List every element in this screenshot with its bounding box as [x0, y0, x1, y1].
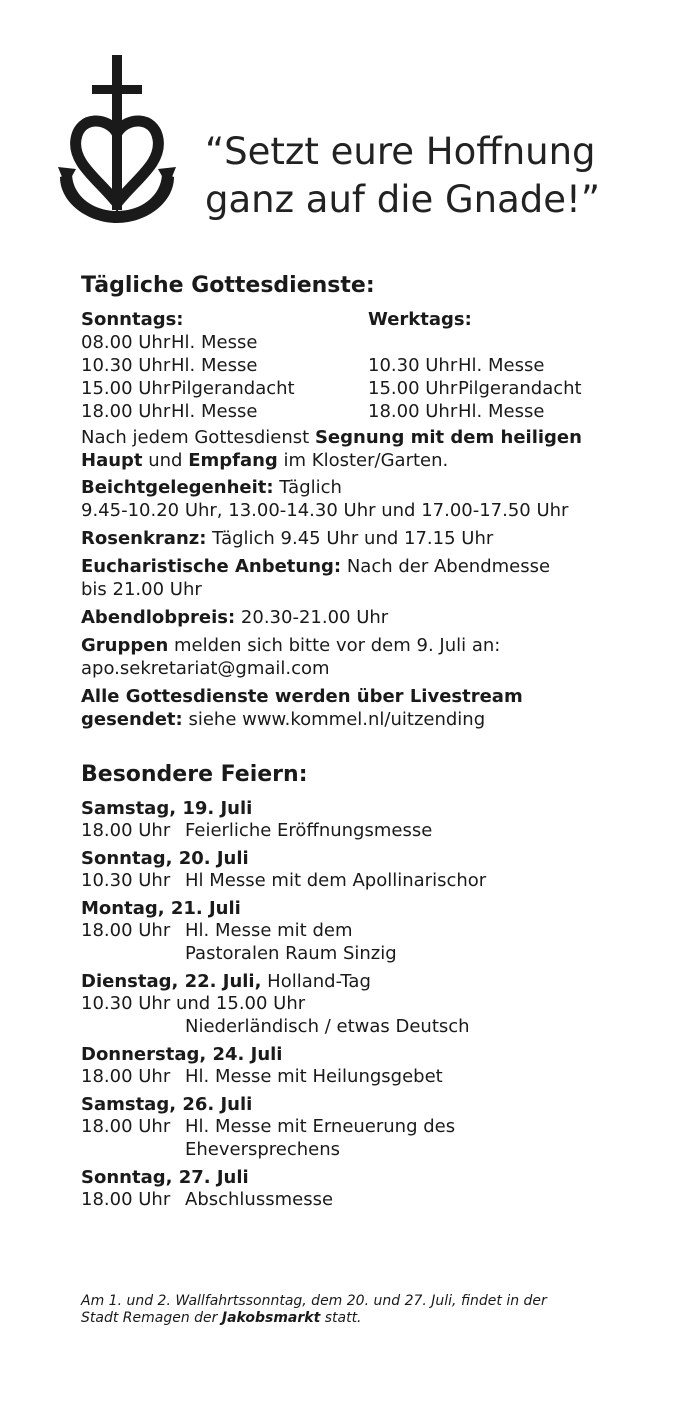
event-time: 18.00 Uhr	[81, 1066, 171, 1087]
groups-line	[81, 635, 500, 657]
blessing-text: und	[142, 450, 189, 471]
adoration-text: Nach der Abendmesse	[341, 556, 551, 577]
sunday-service: Pilgerandacht	[171, 378, 295, 399]
confession-line-2: 9.45-10.20 Uhr, 13.00-14.30 Uhr und 17.00-17.50 Uhr	[81, 500, 569, 521]
footnote-text: statt.	[320, 1310, 362, 1326]
event-description-line-2: Eheversprechens	[185, 1139, 341, 1160]
evening-praise-label: Abendlobpreis:	[81, 607, 236, 628]
weekday-time: 18.00 Uhr	[368, 401, 458, 422]
adoration-line-2: bis 21.00 Uhr	[81, 579, 202, 600]
event-time: 18.00 Uhr	[81, 1116, 171, 1137]
rosary-text: Täglich 9.45 Uhr und 17.15 Uhr	[206, 528, 494, 549]
evening-praise-line	[81, 607, 388, 629]
weekday-time: 15.00 Uhr	[368, 378, 458, 399]
event-title: Samstag, 19. Juli	[81, 798, 253, 819]
event-description: Hl. Messe mit Heilungsgebet	[185, 1066, 443, 1087]
livestream-line-2	[81, 709, 485, 731]
event-description: Abschlussmesse	[185, 1189, 334, 1210]
livestream-label-1: Alle Gottesdienste werden über Livestream	[81, 686, 523, 707]
sunday-time: 18.00 Uhr	[81, 401, 171, 422]
footnote	[81, 1293, 661, 1327]
livestream-link[interactable]: siehe www.kommel.nl/uitzending	[182, 709, 486, 730]
adoration-line-1	[81, 556, 550, 578]
event-time: 18.00 Uhr	[81, 1189, 171, 1210]
sunday-service: Hl. Messe	[171, 355, 258, 376]
event-description: Feierliche Eröffnungsmesse	[185, 820, 433, 841]
sunday-time: 15.00 Uhr	[81, 378, 171, 399]
confession-text: Täglich	[273, 477, 342, 498]
blessing-text: Nach jedem Gottesdienst	[81, 427, 315, 448]
groups-text: melden sich bitte vor dem 9. Juli an:	[168, 635, 501, 656]
footnote-text: Stadt Remagen der	[81, 1310, 222, 1326]
blessing-line-2	[81, 450, 448, 472]
blessing-text: im Kloster/Garten.	[277, 450, 449, 471]
weekday-label: Werktags:	[368, 309, 472, 330]
event-title-extra: Holland-Tag	[261, 971, 371, 992]
sunday-service: Hl. Messe	[171, 332, 258, 353]
confession-line-1	[81, 477, 342, 499]
event-description-line-2: Niederländisch / etwas Deutsch	[185, 1016, 470, 1037]
adoration-label: Eucharistische Anbetung:	[81, 556, 342, 577]
daily-services-heading: Tägliche Gottesdienste:	[81, 273, 375, 298]
sunday-time: 08.00 Uhr	[81, 332, 171, 353]
weekday-service: Pilgerandacht	[458, 378, 582, 399]
event-description-line-2: Pastoralen Raum Sinzig	[185, 943, 397, 964]
special-celebrations-heading: Besondere Feiern:	[81, 762, 308, 787]
evening-praise-text: 20.30-21.00 Uhr	[235, 607, 389, 628]
rosary-label: Rosenkranz:	[81, 528, 207, 549]
sunday-service: Hl. Messe	[171, 401, 258, 422]
blessing-bold: Empfang	[188, 450, 278, 471]
groups-label: Gruppen	[81, 635, 169, 656]
motto-line-1: “Setzt eure Hoffnung	[205, 130, 596, 173]
event-title: Donnerstag, 24. Juli	[81, 1044, 283, 1065]
event-title: Montag, 21. Juli	[81, 898, 241, 919]
weekday-service: Hl. Messe	[458, 355, 545, 376]
weekday-time: 10.30 Uhr	[368, 355, 458, 376]
motto-line-2: ganz auf die Gnade!”	[205, 178, 601, 221]
event-description: Hl Messe mit dem Apollinarischor	[185, 870, 487, 891]
motto-heading	[205, 128, 600, 224]
blessing-bold: Haupt	[81, 450, 143, 471]
cross-heart-anchor-logo	[58, 55, 176, 225]
event-time: 18.00 Uhr	[81, 920, 171, 941]
event-time: 18.00 Uhr	[81, 820, 171, 841]
blessing-line-1	[81, 427, 582, 449]
blessing-bold: Segnung mit dem heiligen	[314, 427, 582, 448]
sunday-time: 10.30 Uhr	[81, 355, 171, 376]
event-description: Hl. Messe mit dem	[185, 920, 353, 941]
event-title: Dienstag, 22. Juli,	[81, 971, 262, 992]
event-description: Hl. Messe mit Erneuerung des	[185, 1116, 456, 1137]
event-time: 10.30 Uhr	[81, 870, 171, 891]
event-title-line	[81, 971, 371, 993]
event-title: Sonntag, 20. Juli	[81, 848, 249, 869]
event-title: Sonntag, 27. Juli	[81, 1167, 249, 1188]
sunday-label: Sonntags:	[81, 309, 184, 330]
groups-email[interactable]: apo.sekretariat@gmail.com	[81, 658, 330, 679]
weekday-service: Hl. Messe	[458, 401, 545, 422]
event-title: Samstag, 26. Juli	[81, 1094, 253, 1115]
livestream-label-2: gesendet:	[81, 709, 183, 730]
footnote-bold: Jakobsmarkt	[221, 1310, 321, 1326]
confession-label: Beichtgelegenheit:	[81, 477, 274, 498]
event-time: 10.30 Uhr und 15.00 Uhr	[81, 993, 306, 1014]
footnote-text: Am 1. und 2. Wallfahrtssonntag, dem 20. und 27. Juli, findet in der	[81, 1293, 547, 1309]
rosary-line	[81, 528, 493, 550]
